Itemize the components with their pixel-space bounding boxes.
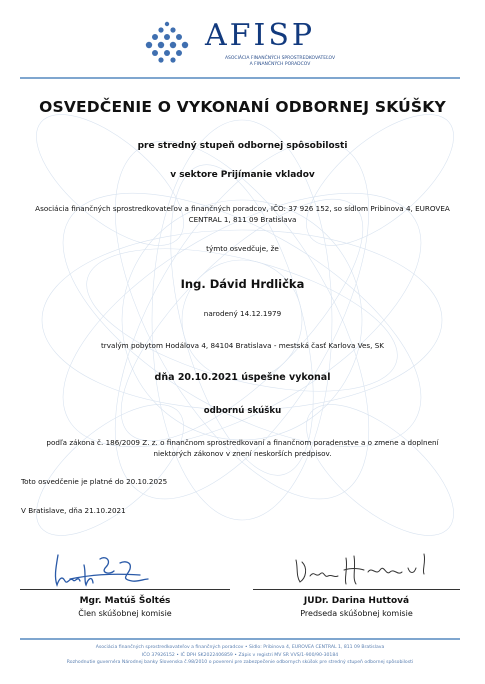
signer-left-name: Mgr. Matúš Šoltés (79, 596, 171, 606)
header-divider (20, 77, 460, 79)
residence-line: trvalým pobytom Hodálova 4, 84104 Bratislava - mestská časť Karlova Ves, SK (100, 341, 385, 350)
holder-name: Ing. Dávid Hrdlička (180, 277, 305, 291)
issuer-line: CENTRAL 1, 811 09 Bratislava (188, 215, 297, 224)
signature-line-right (253, 589, 460, 590)
signer-right-block (253, 596, 460, 618)
exam-date-line: dňa 20.10.2021 úspešne vykonal (154, 372, 331, 383)
law-line: niektorých zákonov v znení neskorších predpisov. (153, 449, 332, 458)
signer-right-name: JUDr. Darina Huttová (303, 596, 410, 606)
logo-subtitle-line: A FINANČNÝCH PORADCOV (249, 62, 311, 67)
signer-left-block (20, 596, 230, 618)
footer-line: Rozhodnutie guvernéra Národnej banky Slovenska č.98/2010 o poverení pre zabezpečenie odbornych skúšok pre stredný stupeň odbornej spôsobilosti (66, 660, 414, 666)
validity-line: Toto osvedčenie je platné do 20.10.2025 (21, 477, 168, 486)
logo-subtitle-line: ASOCIÁCIA FINANČNÝCH SPROSTREDKOVATEĽOV (224, 56, 336, 61)
signer-left-role: Člen skúšobnej komisie (78, 609, 172, 618)
logo-wordmark: AFISP (205, 18, 316, 53)
certificate-title: OSVEDČENIE O VYKONANÍ ODBORNEJ SKÚŠKY (39, 98, 446, 116)
signature-line-left (20, 589, 230, 590)
sector-line: v sektore Prijímanie vkladov (170, 170, 315, 180)
law-line: podľa zákona č. 186/2009 Z. z. o finančnom sprostredkovaní a finančnom poradenstve a o zmene a doplnení (46, 438, 439, 447)
issuer-paragraph (20, 203, 465, 225)
footer-text (20, 644, 460, 667)
footer-divider (20, 638, 460, 640)
attest-line: týmto osvedčuje, že (206, 244, 279, 253)
birth-date: narodený 14.12.1979 (203, 309, 282, 318)
footer-line: Asociácia finančných sprostredkovateľov a finančných poradcov • Sídlo: Pribinova 4, EUROVEA CENTRAL 1, 811 09 Bratislava (95, 645, 385, 650)
issuer-line: Asociácia finančných sprostredkovateľov a finančných poradcov, IČO: 37 926 152, so sídlom Pribinova 4, EUROVEA (35, 204, 450, 213)
signature-left-image (40, 545, 200, 591)
place-date-line: V Bratislave, dňa 21.10.2021 (21, 506, 126, 515)
footer-line: IČO 37926152 • IČ DPH SK2022406859 • Zápis v registri MV SR VVS/1-900/90-30184 (141, 652, 339, 658)
signature-right-image (290, 548, 440, 590)
certificate-subtitle: pre stredný stupeň odbornej spôsobilosti (137, 141, 348, 151)
exam-type: odbornú skúšku (203, 406, 282, 416)
logo-subtitle (205, 56, 355, 68)
law-paragraph (20, 437, 465, 459)
afisp-logo-icon (140, 18, 194, 66)
signer-right-role: Predseda skúšobnej komisie (300, 609, 413, 618)
